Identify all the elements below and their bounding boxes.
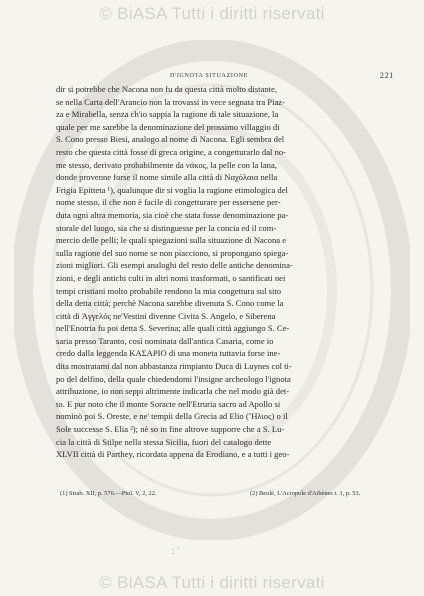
text-line: za e Mirabella, senza ch'io sappia la ragione di tale situazione, la (56, 109, 279, 120)
text-line: attribuzione, io non seppi altrimente indicarla che nel modo già det- (56, 386, 290, 397)
scan-specks: ⁚ ˙ (172, 548, 180, 556)
text-line: po del delfino, della quale chiedendomi l'insigne archeologo l'ignota (56, 373, 291, 384)
running-head-title: D'IGNOTA SITUAZIONE (170, 73, 249, 79)
text-line: XLVII città di Parthey, ricordata appena da Erodiano, e a tutti i geo- (56, 449, 290, 460)
text-line: dita mostratami dal non abbastanza rimpianto Duca di Luynes col ti- (56, 361, 292, 372)
footnote-2: (2) Beulé, L'Acropole d'Athènes t. 1, p. 53. (250, 490, 361, 497)
text-line: S. Cono presso Biesi, analogo al nome di Nacona. Egli sembra del (56, 134, 285, 145)
running-head (52, 71, 396, 83)
text-line: cia la città di Stilpe nella stessa Sicilia, fuori del catalogo dette (56, 436, 272, 447)
text-line: saria presso Taranto, così nominata dall'antica Casaria, come io (56, 335, 274, 346)
text-line: donde provenne forse il nome simile alla città di Ναχόλαια nella (56, 172, 278, 183)
text-line: nominò poi S. Oreste, e ne' tempii della Grecia ad Elio (Ἥλιος) o il (56, 411, 288, 422)
text-line: città di Ἀγγελός ne'Vestini divenne Civita S. Angelo, e Siberena (56, 310, 276, 321)
text-line: quale per me sarebbe la denominazione del prossimo villaggio di (56, 121, 280, 132)
text-line: resto che questa città fosse di greca origine, a congetturarlo dal no- (56, 146, 287, 157)
text-line: mercio delle pelli; le quali spiegazioni sulla situazione di Nacona e (56, 235, 287, 246)
text-line: me stesso, derivato probabilmente da νάκος, la pelle con la lana, (56, 159, 277, 170)
text-line: dir si potrebbe che Nacona non fu da questa città molto distante, (56, 84, 277, 94)
text-line: tempi cristiani molto probabile rendono la mia congettura sul sito (56, 285, 282, 296)
text-line: se nella Carta dell'Arancio non la trovassi in vece segnata tra Piaz- (56, 96, 285, 107)
text-line: zioni migliori. Gli esempi analoghi del resto delle antiche denomina- (56, 260, 293, 271)
text-line: Frigia Epitteta ¹), qualunque dir si voglia la ragione etimologica del (56, 184, 288, 195)
text-line: sulla ragione del suo nome se non piacciono, si propongano spiega- (56, 247, 289, 258)
text-line: to. E pur noto che il monte Soracte nell'Etruria sacro ad Apollo si (56, 398, 281, 409)
footnotes (60, 490, 400, 502)
text-line: duta ogni altra memoria, sia cioè che stata fosse denominazione pa- (56, 209, 289, 220)
watermark-top: © BiASA Tutti i diritti riservati (99, 4, 325, 23)
text-line: credo dalla leggenda ΚΑΣΑΡΙΟ di una moneta tuttavia forse ine- (56, 348, 281, 359)
text-line: nome stesso, il che non è facile di congetturare per essersene per- (56, 197, 281, 208)
text-line: della detta città; perchè Nacona sarebbe divenuta S. Cono come la (56, 298, 284, 309)
footnote-1: (1) Strab. XII, p. 576.—Ptol. V, 2, 22. (60, 490, 157, 497)
watermark-bottom: © BiASA Tutti i diritti riservati (99, 573, 325, 592)
text-line: Sole successe S. Elia ²); nè so in fine altrove supporre che a S. Lu- (56, 424, 285, 435)
text-line: zioni, e degli antichi culti in altri nomi trasformati, o santificati nei (56, 272, 286, 283)
text-line: storale del luogo, sia che si distinguesse per la concia ed il com- (56, 222, 277, 233)
body-text (56, 83, 400, 461)
text-line: nell'Enotria fu poi detta S. Severina; alle quali città aggiungo S. Ce- (56, 323, 290, 334)
page-number: 221 (379, 71, 394, 80)
